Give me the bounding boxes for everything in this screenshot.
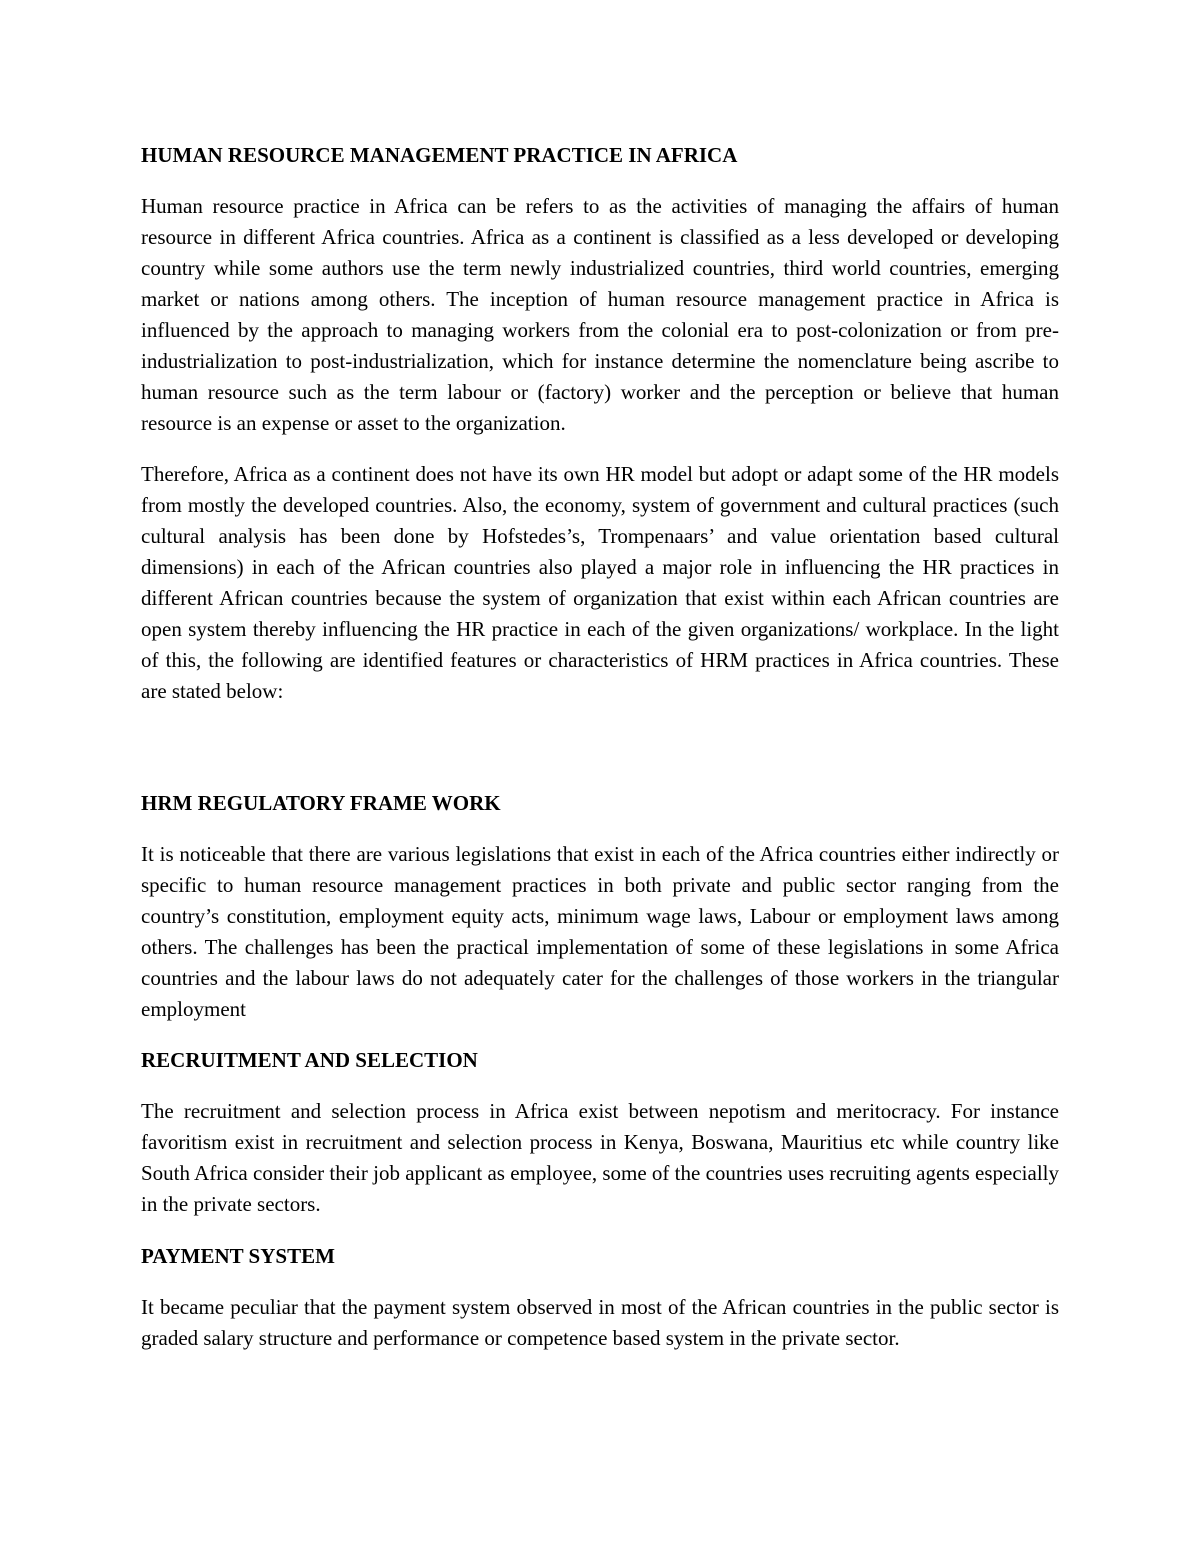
document-page xyxy=(141,138,1059,1354)
section-heading-recruitment-selection: RECRUITMENT AND SELECTION xyxy=(141,1048,478,1072)
section-body-payment-system: It became peculiar that the payment system observed in most of the African countries in the public sector is graded salary structure and performance or competence based system in the private sector. xyxy=(141,1295,1059,1350)
section-body-recruitment-selection: The recruitment and selection process in Africa exist between nepotism and meritocracy. For instance favoritism exist in recruitment and selection process in Kenya, Boswana, Mauritius etc while country like South Africa consider their job applicant as employee, some of the countries uses recruiting agents especially in the private sectors. xyxy=(141,1099,1059,1216)
section-heading-regulatory-framework: HRM REGULATORY FRAME WORK xyxy=(141,791,501,815)
section-body-regulatory-framework: It is noticeable that there are various legislations that exist in each of the Africa countries either indirectly or specific to human resource management practices in both private and public sector ranging from the country’s constitution, employment equity acts, minimum wage laws, Labour or employment laws among others. The challenges has been the practical implementation of some of these legislations in some Africa countries and the labour laws do not adequately cater for the challenges of those workers in the triangular employment xyxy=(141,842,1059,1021)
section-heading-payment-system: PAYMENT SYSTEM xyxy=(141,1244,335,1268)
intro-paragraph-1: Human resource practice in Africa can be refers to as the activities of managing the affairs of human resource in different Africa countries. Africa as a continent is classified as a less developed or developing country while some authors use the term newly industrialized countries, third world countries, emerging market or nations among others. The inception of human resource management practice in Africa is influenced by the approach to managing workers from the colonial era to post-colonization or from pre-industrialization to post-industrialization, which for instance determine the nomenclature being ascribe to human resource such as the term labour or (factory) worker and the perception or believe that human resource is an expense or asset to the organization. xyxy=(141,194,1059,435)
intro-paragraph-2: Therefore, Africa as a continent does not have its own HR model but adopt or adapt some of the HR models from mostly the developed countries. Also, the economy, system of government and cultural practices (such cultural analysis has been done by Hofstedes’s, Trompenaars’ and value orientation based cultural dimensions) in each of the African countries also played a major role in influencing the HR practices in different African countries because the system of organization that exist within each African countries are open system thereby influencing the HR practice in each of the given organizations/ workplace. In the light of this, the following are identified features or characteristics of HRM practices in Africa countries. These are stated below: xyxy=(141,462,1059,703)
document-title: HUMAN RESOURCE MANAGEMENT PRACTICE IN AFRICA xyxy=(141,143,738,167)
